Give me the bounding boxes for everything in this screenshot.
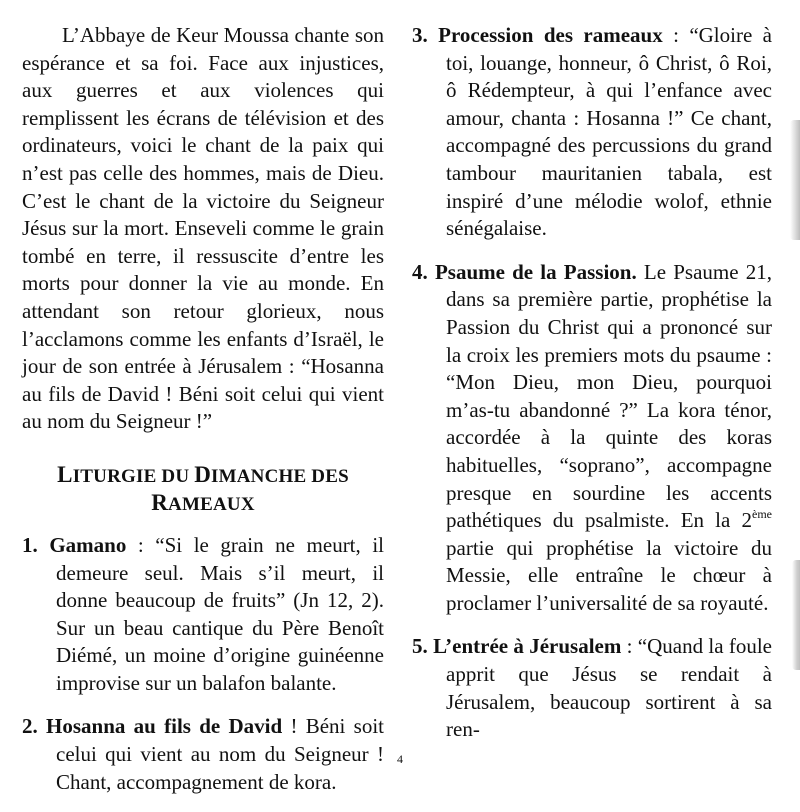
heading-initial-1: L (57, 461, 73, 487)
track-item-1 (22, 532, 384, 698)
heading-word-1: ITURGIE DU (72, 465, 195, 487)
track-description-part-a: Le Psaume 21, dans sa première partie, prophétise la Passion du Christ qui a prononcé sur la croix les premiers mots du psaume : “Mon Dieu, mon Dieu, pourquoi m’as-tu abandonné ?” La kora ténor, accordée à la quinte des koras habituelles, “soprano”, accompagne presque en sourdine les accents pathétiques du psalmiste. En la 2 (446, 259, 773, 533)
track-description: : “Si le grain ne meurt, il demeure seul. Mais s’il meurt, il donne beaucoup de fruits” (Jn 12, 2). Sur un beau cantique du Père Benoît Diémé, un moine d’origine guinéenne improvise sur un balafon balante. (56, 532, 385, 695)
track-number: 5. (412, 634, 428, 659)
track-title: Hosanna au fils de David (46, 714, 283, 739)
track-title: Procession des rameaux (438, 23, 663, 47)
track-title: Gamano (49, 532, 127, 557)
track-item-2 (22, 713, 384, 796)
track-title: Psaume de la Passion. (434, 259, 637, 284)
intro-paragraph: L’Abbaye de Keur Moussa chante son espérance et sa foi. Face aux injustices, aux guerres et aux violences qui remplissent les écrans de télévision et des ordinateurs, voici le chant de la paix qui n’est pas celle des hommes, mais de Dieu. C’est le chant de la victoire du Seigneur Jésus sur la mort. Enseveli comme le grain tombé en terre, il ressuscite d’entre les morts pour donner la vie au monde. En attendant son retour glorieux, nous l’acclamons comme les enfants d’Israël, le jour de son entrée à Jérusalem : “Hosanna au fils de David ! Béni soit celui qui vient au nom du Seigneur !” (22, 23, 384, 434)
superscript-ordinal: ème (752, 507, 772, 522)
track-description-part-b: partie qui prophétise la victoire du Messie, elle entraîne le chœur à proclamer l’universalité de sa royauté. (446, 535, 772, 615)
track-item-5 (412, 633, 772, 743)
track-description: : “Quand la foule apprit que Jésus se rendait à Jérusalem, beaucoup sortirent à sa ren- (446, 634, 773, 742)
heading-word-3: AMEAUX (168, 493, 255, 515)
track-number: 2. (22, 714, 38, 739)
page-edge-shadow (792, 560, 800, 670)
section-heading (22, 462, 384, 518)
page-number: 4 (397, 752, 403, 766)
track-title: L’entrée à Jérusalem (433, 634, 622, 659)
left-column (22, 22, 384, 812)
track-number: 1. (22, 532, 38, 557)
track-item-4 (412, 259, 772, 618)
track-description: ! Béni soit celui qui vient au nom du Seigneur ! Chant, accompagnement de kora. (56, 714, 385, 794)
heading-initial-2: D (194, 461, 211, 487)
page-edge-shadow (790, 120, 800, 240)
heading-initial-3: R (151, 489, 169, 515)
track-number: 3. (412, 23, 428, 47)
right-column (412, 22, 772, 760)
heading-word-2: IMANCHE DES (211, 465, 349, 487)
track-description: : “Gloire à toi, louange, honneur, ô Christ, ô Roi, ô Rédempteur, à qui l’enfance avec amour, chanta : Hosanna !” Ce chant, accompagné des percussions du grand tambour mauritanien tabala, est inspiré d’une mélodie wolof, ethnie sénégalaise. (446, 23, 773, 241)
track-number: 4. (412, 259, 428, 284)
track-item-3 (412, 22, 772, 243)
